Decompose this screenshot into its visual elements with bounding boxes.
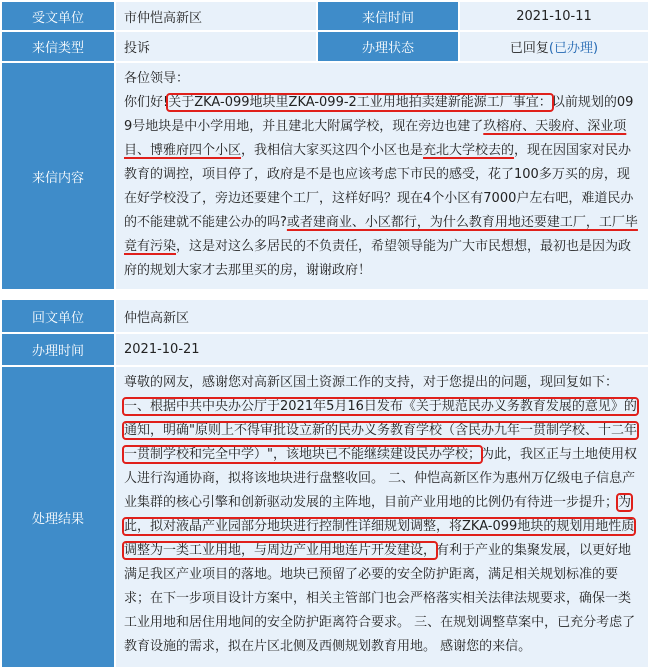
reply-time-value: 2021-10-21 bbox=[116, 334, 648, 365]
highlight-complexes: 玖榕府、天骏府、深业项目、博雅府四个小区 bbox=[124, 119, 627, 158]
letter-table bbox=[0, 0, 650, 291]
reply-content bbox=[116, 367, 648, 667]
type-label: 来信类型 bbox=[2, 32, 114, 61]
receiver-value: 市仲恺高新区 bbox=[116, 2, 316, 30]
status-text: 已回复 bbox=[509, 41, 549, 56]
reply-table bbox=[0, 298, 650, 669]
reply-sentence: 有利于产业的集聚发展，以更好地满足我区产业项目的落地。地块已预留了必要的安全防护距离，满足相关规划标准的要求；在下一步项目设计方案中，相关主管部门也会严格落实相关法律法规要求，确保一类工业用地和居住用地间的安全防护距离符合要求。 三、在规划调整草案中，已充分考虑了教育设施的需求，拟在片区北侧及西侧规划教育用地。 感谢您的来信。 bbox=[124, 543, 636, 654]
reply-unit-value: 仲恺高新区 bbox=[116, 300, 648, 332]
status-label: 办理状态 bbox=[318, 32, 458, 61]
reply-sentence: 为此，我区正与土地使用权人进行沟通协商，拟将该地块进行盘整收回。 二、仲恺高新区作为惠州万亿级电子信息产业集群的核心引擎和创新驱动发展的主阵地，目前产业用地的比例仍有待进一步提升； bbox=[124, 447, 637, 510]
letter-greeting: 各位领导： bbox=[124, 71, 190, 86]
status-value bbox=[460, 32, 648, 61]
letter-sentence: 以前规划的099号地块是中小学用地，并且建北大附属学校，现在旁边也建了 bbox=[124, 95, 634, 134]
highlight-school: 充北大学校去的 bbox=[423, 143, 515, 158]
reply-section bbox=[0, 298, 650, 669]
content-label: 来信内容 bbox=[2, 63, 114, 289]
letter-sentence: ，这是对这么多居民的不负责任，希望领导能为广大市民想想，最初也是因为政府的规划大家才去那里买的房，谢谢政府！ bbox=[124, 239, 632, 278]
letter-section bbox=[0, 0, 650, 291]
letter-sentence: ，我相信大家买这四个小区也是 bbox=[241, 143, 424, 158]
type-value: 投诉 bbox=[116, 32, 316, 61]
date-value: 2021-10-11 bbox=[460, 2, 648, 30]
receiver-label: 受文单位 bbox=[2, 2, 114, 30]
reply-unit-label: 回文单位 bbox=[2, 300, 114, 332]
letter-sentence: ，现在因国家对民办教育的调控，项目停了，政府是不是也应该考虑下市民的感受，花了100多万买的房，现在好学校没了，旁边还要建个工厂，这样好吗？现在4个小区有7000户左右吧，难道民办的不能建就不能建公办的吗? bbox=[124, 143, 634, 230]
reply-sentence: 尊敬的网友，感谢您对高新区国土资源工作的支持，对于您提出的问题，现回复如下： bbox=[124, 375, 619, 390]
reply-time-label: 办理时间 bbox=[2, 334, 114, 365]
letter-body bbox=[116, 63, 648, 289]
reply-body bbox=[116, 367, 648, 665]
status-link[interactable]: (已办理) bbox=[548, 41, 599, 56]
reply-result-label: 处理结果 bbox=[2, 367, 114, 667]
letter-content bbox=[116, 63, 648, 289]
highlight-rezoning: 为此，拟对液晶产业园部分地块进行控制性详细规划调整，将ZKA-099地块的规划用地性质调整为一类工业用地，与周边产业用地连片开发建设， bbox=[124, 495, 635, 558]
highlight-subject: 关于ZKA-099地块里ZKA-099-2工业用地拍卖建新能源工厂事宜： bbox=[168, 95, 552, 110]
date-label: 来信时间 bbox=[318, 2, 458, 30]
highlight-pollution: 或者建商业、小区都行，为什么教育用地还要建工厂，工厂毕竟有污染 bbox=[124, 215, 638, 254]
letter-sentence: 你们好! bbox=[124, 95, 169, 110]
highlight-policy: 一、根据中共中央办公厅于2021年5月16日发布《关于规范民办义务教育发展的意见》的通知，明确"原则上不得审批设立新的民办义务教育学校（含民办九年一贯制学校、十二年一贯制学校和完全中学）"，该地块已不能继续建设民办学校； bbox=[124, 399, 637, 462]
